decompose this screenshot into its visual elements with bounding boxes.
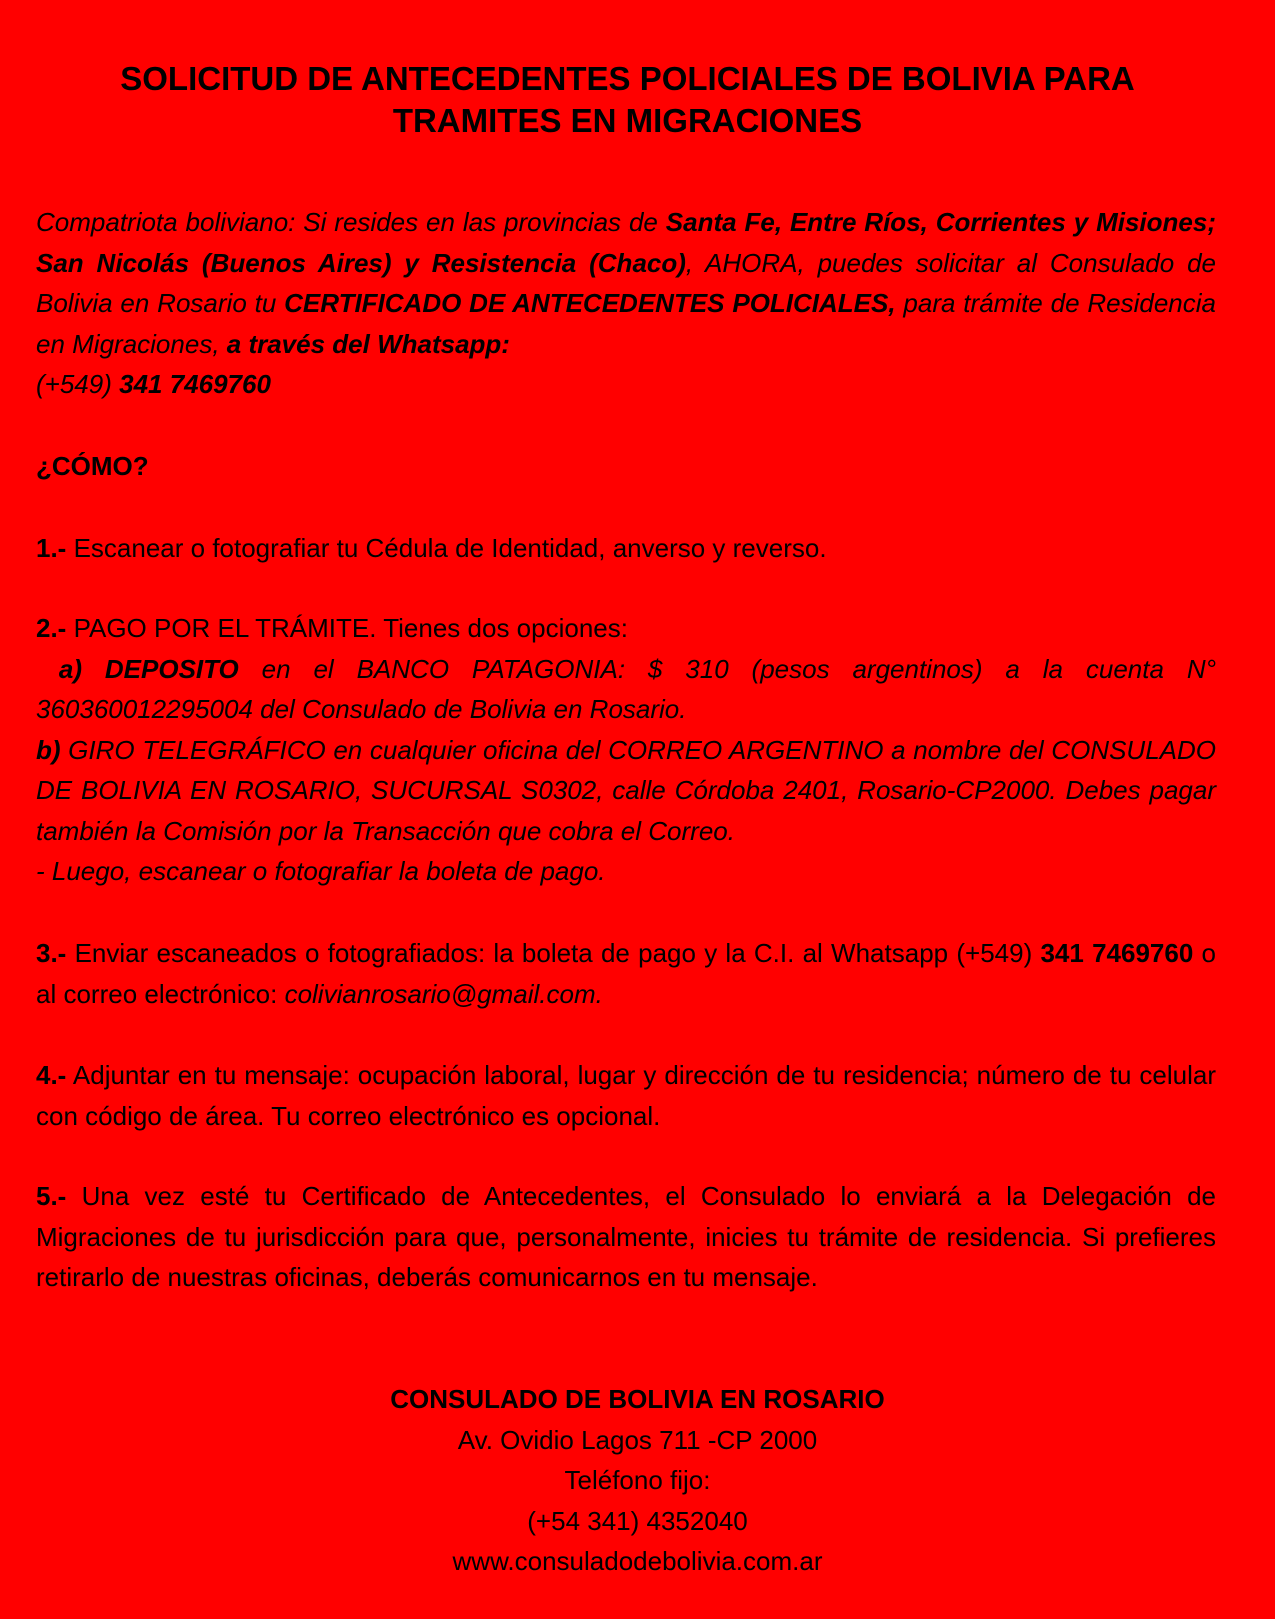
- step-4-text: Adjuntar en tu mensaje: ocupación laboral, lugar y dirección de tu residencia; número de tu celular con código de área. Tu correo electrónico es opcional.: [36, 1060, 1216, 1131]
- intro-phone-prefix: (+549): [36, 369, 120, 399]
- footer-website-link[interactable]: www.consuladodebolivia.com.ar: [452, 1546, 823, 1576]
- intro-paragraph: [36, 202, 1216, 405]
- title-line-1: SOLICITUD DE ANTECEDENTES POLICIALES DE BOLIVIA PARA: [120, 60, 1135, 97]
- step-3-number: 3.-: [36, 938, 67, 968]
- intro-provinces: Santa Fe, Entre Ríos, Corrientes y Misiones; San Nicolás (Buenos Aires) y Resistencia (Chaco): [36, 207, 1216, 278]
- step-3-phone: 341 7469760: [1040, 938, 1194, 968]
- document-title: [60, 58, 1195, 142]
- step-5-number: 5.-: [36, 1181, 67, 1211]
- intro-phone-line: [36, 364, 1216, 405]
- como-heading: ¿CÓMO?: [36, 451, 149, 481]
- footer-phone: (+54 341) 4352040: [527, 1505, 748, 1536]
- consulate-footer: [0, 1379, 1275, 1582]
- step-4: [36, 1055, 1216, 1136]
- intro-phone-number: 341 7469760: [119, 369, 271, 399]
- step-3: [36, 933, 1216, 1014]
- step-5-text: Una vez esté tu Certificado de Antecedentes, el Consulado lo enviará a la Delegación de Migraciones de tu jurisdicción para que, personalmente, inicies tu trámite de residencia. Si prefieres retirarlo de nuestras oficinas, deberás comunicarnos en tu mensaje.: [36, 1181, 1216, 1292]
- step-2-note: - Luego, escanear o fotografiar la boleta de pago.: [36, 856, 606, 886]
- footer-phone-label: Teléfono fijo:: [564, 1465, 711, 1495]
- step-2-number: 2.-: [36, 613, 67, 643]
- step-3-email[interactable]: colivianrosario@gmail.com.: [284, 978, 603, 1009]
- step-1: [36, 528, 1216, 569]
- step-1-text: Escanear o fotografiar tu Cédula de Identidad, anverso y reverso.: [66, 533, 827, 563]
- intro-text-1: Compatriota boliviano: Si resides en las provincias de: [36, 207, 666, 237]
- footer-org-name: CONSULADO DE BOLIVIA EN ROSARIO: [390, 1384, 885, 1414]
- footer-address: Av. Ovidio Lagos 711 -CP 2000: [457, 1424, 818, 1455]
- option-b-label: b): [36, 734, 61, 765]
- step-4-number: 4.-: [36, 1060, 67, 1090]
- option-b-text: GIRO TELEGRÁFICO en cualquier oficina del CORREO ARGENTINO a nombre del CONSULADO DE BOLIVIA EN ROSARIO, SUCURSAL S0302, calle Córdoba 2401, Rosario-CP2000. Debes pagar también la Comisión por la Transacción que cobra el Correo.: [36, 734, 1216, 846]
- step-2: [36, 608, 1216, 892]
- intro-text-3: para trámite de Residencia en Migraciones,: [36, 288, 1216, 359]
- intro-whatsapp-label: a través del Whatsapp:: [226, 328, 510, 359]
- option-a-text: en el BANCO PATAGONIA: $ 310 (pesos argentinos) a la cuenta N° 360360012295004 del Consulado de Bolivia en Rosario.: [36, 653, 1216, 724]
- option-a-label: a) DEPOSITO: [58, 653, 239, 684]
- step-5: [36, 1176, 1216, 1298]
- title-line-2: TRAMITES EN MIGRACIONES: [392, 102, 863, 139]
- step-2-text: PAGO POR EL TRÁMITE. Tienes dos opciones:: [66, 613, 628, 643]
- step-2-option-b: [36, 730, 1216, 852]
- step-3-text-2: o al correo electrónico:: [36, 938, 1217, 1009]
- intro-text-2: , AHORA, puedes solicitar al Consulado de Bolivia en Rosario tu: [36, 247, 1216, 318]
- step-2-heading: [36, 608, 1216, 649]
- step-2-option-a: [36, 649, 1216, 730]
- step-1-number: 1.-: [36, 533, 67, 563]
- intro-certificate: CERTIFICADO DE ANTECEDENTES POLICIALES,: [284, 288, 896, 318]
- step-3-text: Enviar escaneados o fotografiados: la boleta de pago y la C.I. al Whatsapp (+549): [66, 938, 1041, 968]
